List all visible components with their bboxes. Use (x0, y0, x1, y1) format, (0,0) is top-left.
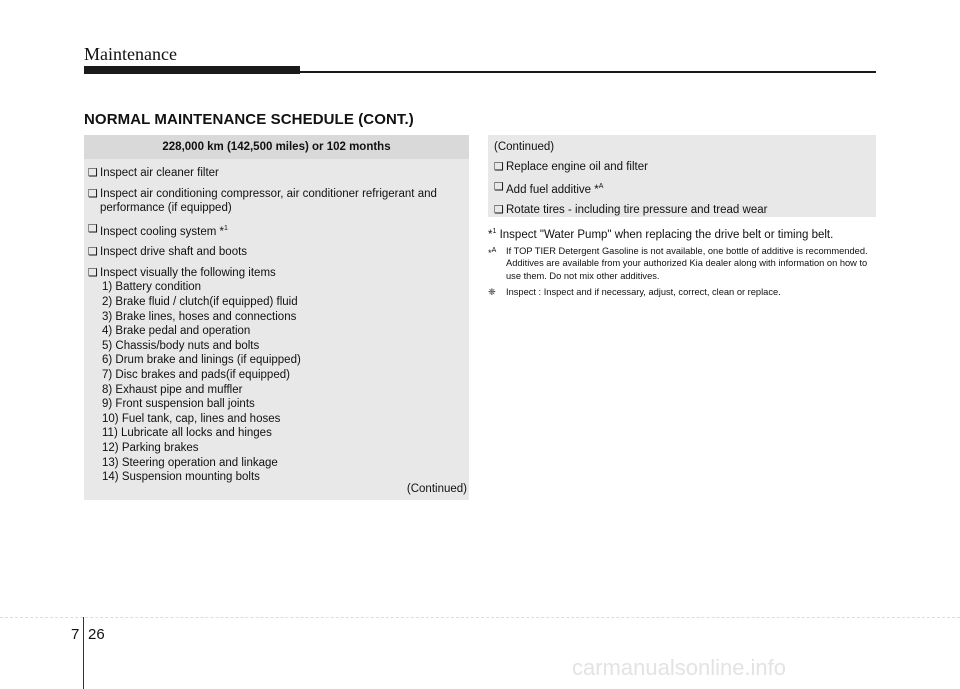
list-item: 13) Steering operation and linkage (102, 456, 278, 469)
checkbox-icon: ❑ (494, 161, 504, 173)
footnote-mark (488, 245, 506, 283)
chapter-number: 7 (71, 626, 80, 643)
list-item: 9) Front suspension ball joints (102, 398, 255, 411)
check-item (494, 180, 870, 197)
checkbox-icon: ❑ (494, 203, 504, 216)
list-item: 5) Chassis/body nuts and bolts (102, 339, 260, 352)
header-rule-thick (84, 66, 300, 74)
checkbox-icon: ❑ (88, 266, 98, 279)
list-item: 7) Disc brakes and pads(if equipped) (102, 368, 290, 381)
check-item (494, 203, 870, 217)
checkbox-icon: ❑ (88, 187, 98, 200)
continued-label: (Continued) (494, 141, 555, 153)
interval-heading: 228,000 km (142,500 miles) or 102 months (84, 135, 469, 159)
check-item-label: Replace engine oil and filter (506, 161, 648, 173)
right-schedule-panel (488, 135, 876, 217)
inspect-definition (488, 286, 878, 299)
continued-label: (Continued) (406, 483, 467, 495)
list-item: 11) Lubricate all locks and hinges (102, 427, 272, 440)
list-item: 8) Exhaust pipe and muffler (102, 383, 243, 396)
check-item-label: Inspect drive shaft and boots (100, 246, 248, 259)
visual-inspection-list (88, 280, 463, 484)
check-item-label: Inspect cooling system * (100, 225, 225, 238)
checkbox-icon: ❑ (494, 181, 504, 193)
footnote-a (488, 245, 878, 283)
check-item-label: Rotate tires - including tire pressure and tread wear (506, 203, 768, 216)
left-schedule-panel (84, 135, 469, 500)
footnote-text: Inspect "Water Pump" when replacing the drive belt or timing belt. (499, 228, 834, 241)
footnote-1 (488, 228, 878, 241)
check-item (88, 187, 463, 216)
watermark: carmanualsonline.info (572, 655, 787, 680)
check-item-label: Add fuel additive * (506, 183, 599, 196)
page-header-title: Maintenance (84, 44, 177, 64)
footnote-ref: A (598, 183, 604, 190)
check-item-label: Inspect air cleaner filter (100, 167, 219, 179)
left-panel-body (84, 159, 469, 485)
footnote-text: If TOP TIER Detergent Gasoline is not available, one bottle of additive is recommended. Additives are available from your authorized Kia dealer along with information on how to use them. Do not mix other additives. (506, 245, 868, 281)
inspect-mark-icon: ❈ (488, 287, 496, 298)
check-item-label: Inspect air conditioning compressor, air conditioner refrigerant and performance (if equipped) (100, 187, 437, 215)
list-item: 14) Suspension mounting bolts (102, 471, 260, 484)
check-item (88, 266, 463, 281)
footnote-star: * (488, 228, 493, 241)
footnote-star: * (488, 247, 492, 258)
list-item: 4) Brake pedal and operation (102, 325, 251, 338)
check-item-label: Inspect visually the following items (100, 266, 276, 279)
checkbox-icon: ❑ (88, 246, 98, 259)
page-number: 26 (88, 626, 105, 643)
section-title: NORMAL MAINTENANCE SCHEDULE (CONT.) (84, 111, 414, 128)
check-item (88, 245, 463, 260)
check-item-text (100, 222, 463, 239)
list-item: 6) Drum brake and linings (if equipped) (102, 354, 301, 367)
header-rule-thin (300, 71, 876, 73)
list-item: 2) Brake fluid / clutch(if equipped) fluid (102, 295, 298, 308)
footer-divider (83, 617, 84, 689)
checkbox-icon: ❑ (88, 167, 98, 179)
footnotes (488, 228, 878, 303)
check-item-text (506, 180, 870, 197)
list-item: 10) Fuel tank, cap, lines and hoses (102, 412, 281, 425)
checkbox-icon: ❑ (88, 222, 98, 235)
footnote-sup: 1 (492, 228, 497, 235)
check-item (88, 222, 463, 239)
list-item: 3) Brake lines, hoses and connections (102, 310, 297, 323)
inspect-definition-text: Inspect : Inspect and if necessary, adjust, correct, clean or replace. (506, 287, 781, 298)
footer-dashed-line (0, 617, 960, 618)
footnote-sup: A (491, 246, 497, 254)
list-item: 1) Battery condition (102, 281, 202, 294)
list-item: 12) Parking brakes (102, 441, 199, 454)
footnote-ref: 1 (224, 224, 228, 232)
check-item (494, 160, 870, 174)
check-item (88, 166, 463, 181)
